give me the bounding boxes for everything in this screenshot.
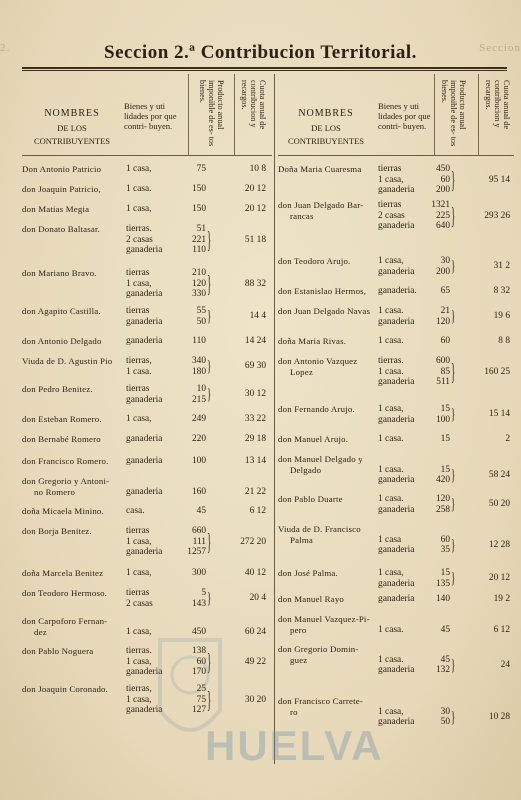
producto-cell: 135 xyxy=(435,578,450,589)
producto-cell: 450 xyxy=(435,164,450,174)
bienes-cell: ganaderia xyxy=(378,414,415,425)
bienes-cell: tierras xyxy=(126,526,150,536)
header-producto: Producto anual imponible de es- tos bienes. xyxy=(198,80,226,147)
producto-cell: 25 xyxy=(196,684,206,694)
producto-cell: 225 xyxy=(435,210,450,221)
cuota-cell: 40 12 xyxy=(244,568,266,578)
producto-cell: 50 xyxy=(440,717,450,727)
bienes-cell: tierras. xyxy=(126,224,152,234)
bienes-cell: 1 casa. xyxy=(126,366,152,377)
contribuyente-name: doña Marcela Benitez xyxy=(22,568,104,578)
brace-mark: } xyxy=(451,202,456,229)
contribuyente-name-cont: ro xyxy=(290,706,298,717)
brace-mark: } xyxy=(207,528,212,555)
producto-cell: 170 xyxy=(191,667,206,677)
producto-cell: 640 xyxy=(435,221,450,231)
contribuyente-name: don Fernando Arujo. xyxy=(278,404,355,414)
bienes-cell: 1 casa, xyxy=(126,164,152,174)
producto-cell: 600 xyxy=(435,356,450,366)
bienes-cell: tierras xyxy=(126,306,150,316)
bienes-cell: tierras, xyxy=(126,356,152,366)
cuota-cell: 33 22 xyxy=(244,414,266,424)
producto-cell: 10 xyxy=(196,384,206,394)
contribuyente-name: don Donato Baltasar. xyxy=(22,224,101,234)
brace-mark: } xyxy=(207,589,212,608)
bienes-cell: tierras. xyxy=(378,356,404,366)
bienes-cell: ganaderia xyxy=(378,594,415,604)
cuota-cell: 10 8 xyxy=(249,164,266,174)
contribuyente-name: don Juan Delgado Navas xyxy=(278,306,371,316)
page-title: Seccion 2.ª Contribucion Territorial. xyxy=(104,42,417,63)
contribuyente-name: don Juan Delgado Bar- xyxy=(278,200,364,210)
contribuyente-name: don Borja Benitez. xyxy=(22,526,92,536)
producto-cell: 143 xyxy=(191,598,206,609)
bienes-cell: 2 casas xyxy=(378,210,405,221)
producto-cell: 21 xyxy=(440,306,450,316)
producto-cell: 30 xyxy=(440,706,450,717)
cuota-cell: 95 14 xyxy=(488,174,510,185)
contribuyente-name: don Francisco Romero. xyxy=(22,456,109,466)
producto-cell: 60 xyxy=(196,656,206,667)
bienes-cell: 1 casa, xyxy=(126,694,152,705)
header-divider xyxy=(478,74,479,156)
bienes-cell: 1 casa. xyxy=(378,654,404,665)
ghost-header-right: Seccion xyxy=(479,42,521,54)
producto-cell: 85 xyxy=(440,366,450,377)
contribuyente-name: don Gregorio Domin- xyxy=(278,644,359,654)
cuota-cell: 50 20 xyxy=(488,499,510,510)
producto-cell: 249 xyxy=(191,414,206,424)
header-producto: Producto anual imponible de es- tos bienes. xyxy=(440,80,468,147)
producto-cell: 45 xyxy=(196,506,206,516)
cuota-cell: 19 2 xyxy=(493,594,510,604)
contribuyente-name: don Esteban Romero. xyxy=(22,414,102,424)
ghost-header-left: 2. xyxy=(0,42,11,54)
cuota-cell: 24 xyxy=(500,659,510,670)
bienes-cell: ganaderia xyxy=(126,245,163,255)
producto-cell: 138 xyxy=(191,646,206,656)
bienes-cell: tierras xyxy=(126,384,150,394)
producto-cell: 110 xyxy=(192,336,206,346)
brace-mark: } xyxy=(451,655,456,674)
cuota-cell: 20 12 xyxy=(488,573,510,584)
cuota-cell: 30 12 xyxy=(244,389,266,400)
cuota-cell: 293 26 xyxy=(484,210,510,221)
contribuyente-name: doña Micaela Minino. xyxy=(22,506,104,516)
bienes-cell: ganaderia xyxy=(378,504,415,515)
bienes-cell: ganaderia xyxy=(126,316,163,327)
bienes-cell: 1 casa, xyxy=(378,568,404,578)
producto-cell: 132 xyxy=(435,665,450,675)
producto-cell: 100 xyxy=(435,414,450,425)
header-nombres: NOMBRES DE LOS CONTRIBUYENTES xyxy=(33,107,111,147)
header-cuota: Cuota anual de contribucion y recargos. xyxy=(240,80,268,130)
title-rule xyxy=(22,67,507,69)
cuota-cell: 29 18 xyxy=(244,434,266,444)
bienes-cell: 2 casas xyxy=(126,234,153,245)
contribuyente-name: don Bernabé Romero xyxy=(22,434,101,444)
bienes-cell: tierras xyxy=(378,200,402,210)
bienes-cell: 1 casa, xyxy=(378,404,404,414)
header-nombres: NOMBRES DE LOS CONTRIBUYENTES xyxy=(287,107,365,147)
bienes-cell: 1 casa, xyxy=(126,656,152,667)
contribuyente-name-cont: Lopez xyxy=(290,366,313,377)
producto-cell: 35 xyxy=(440,545,450,555)
bienes-cell: 1 casa. xyxy=(378,624,404,635)
contribuyente-name: don Estanislao Hermos, xyxy=(278,286,367,296)
producto-cell: 1321 xyxy=(431,200,450,210)
cuota-cell: 160 25 xyxy=(484,366,510,377)
cuota-cell: 13 14 xyxy=(244,456,266,466)
contribuyente-name: don Pablo Noguera xyxy=(22,646,94,656)
producto-cell: 220 xyxy=(191,434,206,444)
bienes-cell: ganaderia xyxy=(126,336,163,346)
cuota-cell: 2 xyxy=(505,434,510,444)
contribuyente-name-cont: Palma xyxy=(290,534,313,545)
producto-cell: 120 xyxy=(191,278,206,289)
producto-cell: 180 xyxy=(191,366,206,377)
cuota-cell: 272 20 xyxy=(240,536,266,547)
bienes-cell: ganaderia xyxy=(378,316,415,327)
cuota-cell: 21 22 xyxy=(244,486,266,497)
producto-cell: 111 xyxy=(192,536,206,547)
cuota-cell: 8 8 xyxy=(498,336,510,346)
contribuyente-name: don Manuel Delgado y xyxy=(278,454,363,464)
cuota-cell: 15 14 xyxy=(488,409,510,420)
brace-mark: } xyxy=(451,535,456,554)
contribuyente-name: don Manuel Rayo xyxy=(278,594,345,604)
header-divider xyxy=(234,74,235,156)
producto-cell: 221 xyxy=(191,234,206,245)
bienes-cell: 1 casa. xyxy=(378,306,404,316)
producto-cell: 330 xyxy=(191,289,206,299)
cuota-cell: 51 18 xyxy=(244,234,266,245)
header-bienes: Bienes y uti lidades por que contri- buyen. xyxy=(378,101,431,131)
bienes-cell: ganaderia xyxy=(378,475,415,485)
contribuyente-name-cont: guez xyxy=(290,654,308,665)
producto-cell: 55 xyxy=(196,306,206,316)
producto-cell: 75 xyxy=(196,694,206,705)
cuota-cell: 49 22 xyxy=(244,656,266,667)
cuota-cell: 14 4 xyxy=(249,311,266,322)
bienes-cell: 1 casa, xyxy=(378,174,404,185)
right-table-header xyxy=(278,74,514,156)
contribuyente-name: don Mariano Bravo. xyxy=(22,268,97,278)
cuota-cell: 20 12 xyxy=(244,204,266,214)
producto-cell: 45 xyxy=(440,654,450,665)
bienes-cell: ganaderia xyxy=(126,434,163,444)
producto-cell: 511 xyxy=(436,377,450,387)
brace-mark: } xyxy=(451,707,456,726)
bienes-cell: 2 casas xyxy=(126,598,153,609)
contribuyente-name: don Teodoro Hermoso. xyxy=(22,588,108,598)
bienes-cell: 1 casa, xyxy=(126,278,152,289)
brace-mark: } xyxy=(451,307,456,326)
cuota-cell: 69 30 xyxy=(244,361,266,372)
producto-cell: 660 xyxy=(191,526,206,536)
bienes-cell: 1 casa. xyxy=(378,464,404,475)
contribuyente-name: Viuda de D. Francisco xyxy=(278,524,361,534)
brace-mark: } xyxy=(451,358,456,385)
contribuyente-name: doña Maria Rivas. xyxy=(278,336,347,346)
bienes-cell: ganaderia xyxy=(378,665,415,675)
producto-cell: 50 xyxy=(196,316,206,327)
producto-cell: 15 xyxy=(440,434,450,444)
producto-cell: 15 xyxy=(440,464,450,475)
cuota-cell: 6 12 xyxy=(493,624,510,635)
brace-mark: } xyxy=(207,357,212,376)
producto-cell: 15 xyxy=(440,404,450,414)
bienes-cell: ganaderia xyxy=(126,456,163,466)
producto-cell: 75 xyxy=(196,164,206,174)
contribuyente-name: don Manuel Vazquez-Pi- xyxy=(278,614,370,624)
bienes-cell: 1 casa, xyxy=(378,706,404,717)
brace-mark: } xyxy=(451,465,456,484)
producto-cell: 100 xyxy=(191,456,206,466)
bienes-cell: 1 casa, xyxy=(126,626,152,637)
brace-mark: } xyxy=(207,686,212,713)
producto-cell: 210 xyxy=(191,268,206,278)
producto-cell: 420 xyxy=(435,475,450,485)
bienes-cell: ganaderia xyxy=(126,705,163,715)
bienes-cell: 1 casa xyxy=(378,534,402,545)
cuota-cell: 30 20 xyxy=(244,694,266,705)
contribuyente-name: don Manuel Arujo. xyxy=(278,434,349,444)
bienes-cell: 1 casa, xyxy=(126,568,152,578)
producto-cell: 160 xyxy=(191,486,206,497)
header-divider xyxy=(434,74,435,156)
producto-cell: 200 xyxy=(435,185,450,195)
producto-cell: 60 xyxy=(440,534,450,545)
producto-cell: 15 xyxy=(440,568,450,578)
brace-mark: } xyxy=(207,648,212,675)
producto-cell: 200 xyxy=(435,266,450,277)
brace-mark: } xyxy=(207,270,212,297)
bienes-cell: ganaderia xyxy=(378,221,415,231)
bienes-cell: ganaderia xyxy=(126,289,163,299)
producto-cell: 51 xyxy=(196,224,206,234)
watermark-text: HUELVA xyxy=(205,722,384,769)
producto-cell: 65 xyxy=(440,286,450,296)
bienes-cell: 1 casa. xyxy=(378,494,404,504)
cuota-cell: 19 6 xyxy=(493,311,510,322)
brace-mark: } xyxy=(207,307,212,326)
producto-cell: 110 xyxy=(192,245,206,255)
bienes-cell: ganaderia xyxy=(378,578,415,589)
bienes-cell: ganaderia xyxy=(378,266,415,277)
bienes-cell: ganaderia xyxy=(126,547,163,557)
bienes-cell: tierras, xyxy=(126,684,152,694)
cuota-cell: 58 24 xyxy=(488,469,510,480)
producto-cell: 140 xyxy=(435,594,450,604)
bienes-cell: ganaderia xyxy=(378,377,415,387)
contribuyente-name: don Pedro Benitez. xyxy=(22,384,93,394)
bienes-cell: ganaderia xyxy=(378,717,415,727)
contribuyente-name: don José Palma. xyxy=(278,568,338,578)
cuota-cell: 8 32 xyxy=(493,286,510,296)
contribuyente-name: don Agapito Castilla. xyxy=(22,306,101,316)
producto-cell: 120 xyxy=(435,316,450,327)
cuota-cell: 60 24 xyxy=(244,626,266,637)
contribuyente-name: Viuda de D. Agustin Pio xyxy=(22,356,113,366)
bienes-cell: ganaderia xyxy=(126,667,163,677)
title-rule-thin xyxy=(22,70,507,71)
contribuyente-name-cont: dez xyxy=(34,626,47,637)
producto-cell: 120 xyxy=(435,494,450,504)
producto-cell: 258 xyxy=(435,504,450,515)
cuota-cell: 31 2 xyxy=(493,261,510,272)
bienes-cell: ganaderia xyxy=(126,394,163,405)
contribuyente-name-cont: rancas xyxy=(290,210,314,221)
brace-mark: } xyxy=(207,226,212,253)
bienes-cell: 1 casa, xyxy=(126,204,152,214)
header-bienes: Bienes y uti lidades por que contri- buyen. xyxy=(124,101,177,131)
producto-cell: 1257 xyxy=(187,547,206,557)
cuota-cell: 20 12 xyxy=(244,184,266,194)
contribuyente-name-cont: Delgado xyxy=(290,464,322,475)
producto-cell: 150 xyxy=(191,184,206,194)
brace-mark: } xyxy=(451,495,456,514)
bienes-cell: ganaderia. xyxy=(378,286,417,296)
producto-cell: 300 xyxy=(191,568,206,578)
cuota-cell: 12 28 xyxy=(488,539,510,550)
producto-cell: 60 xyxy=(440,174,450,185)
contribuyente-name: Don Antonio Patricio xyxy=(22,164,102,174)
cuota-cell: 88 32 xyxy=(244,278,266,289)
right-table xyxy=(278,74,514,727)
bienes-cell: 1 casa. xyxy=(378,336,404,346)
bienes-cell: 1 casa. xyxy=(378,434,404,444)
bienes-cell: ganaderia xyxy=(126,486,163,497)
producto-cell: 45 xyxy=(440,624,450,635)
cuota-cell: 10 28 xyxy=(488,711,510,722)
bienes-cell: casa. xyxy=(126,506,145,516)
left-table xyxy=(22,74,272,715)
contribuyente-name: don Antonio Vazquez xyxy=(278,356,358,366)
producto-cell: 127 xyxy=(191,705,206,715)
brace-mark: } xyxy=(451,166,456,193)
header-cuota: Cuota anual de contribucion y recargos. xyxy=(484,80,512,130)
bienes-cell: ganaderia xyxy=(378,185,415,195)
contribuyente-name: don Antonio Delgado xyxy=(22,336,102,346)
bienes-cell: 1 casa, xyxy=(126,536,152,547)
contribuyente-name-cont: pero xyxy=(290,624,307,635)
contribuyente-name: don Matias Megia xyxy=(22,204,90,214)
contribuyente-name: don Carpoforo Fernan- xyxy=(22,616,108,626)
contribuyente-name: Doña Maria Cuaresma xyxy=(278,164,362,174)
producto-cell: 60 xyxy=(440,336,450,346)
contribuyente-name: don Joaquin Patricio, xyxy=(22,184,101,194)
producto-cell: 450 xyxy=(191,626,206,637)
contribuyente-name-cont: no Romero xyxy=(34,486,76,497)
brace-mark: } xyxy=(451,257,456,276)
contribuyente-name: don Francisco Carrete- xyxy=(278,696,364,706)
header-divider xyxy=(188,74,189,156)
bienes-cell: 1 casa. xyxy=(378,366,404,377)
bienes-cell: ganaderia xyxy=(378,545,415,555)
bienes-cell: tierras xyxy=(378,164,402,174)
brace-mark: } xyxy=(207,385,212,404)
cuota-cell: 6 12 xyxy=(249,506,266,516)
contribuyente-name: don Joaquin Coronado. xyxy=(22,684,109,694)
producto-cell: 215 xyxy=(191,394,206,405)
bienes-cell: 1 casa, xyxy=(126,414,152,424)
bienes-cell: tierras. xyxy=(126,646,152,656)
bienes-cell: 1 casa, xyxy=(378,256,404,266)
contribuyente-name: don Teodoro Arujo. xyxy=(278,256,351,266)
producto-cell: 5 xyxy=(201,588,206,598)
brace-mark: } xyxy=(451,405,456,424)
cuota-cell: 20 4 xyxy=(249,593,266,604)
cuota-cell: 14 24 xyxy=(244,336,266,346)
left-table-header xyxy=(22,74,272,156)
contribuyente-name: don Gregorio y Antoni- xyxy=(22,476,110,486)
bienes-cell: tierras xyxy=(126,268,150,278)
producto-cell: 30 xyxy=(440,256,450,266)
producto-cell: 150 xyxy=(191,204,206,214)
bienes-cell: 1 casa. xyxy=(126,184,152,194)
producto-cell: 340 xyxy=(191,356,206,366)
bienes-cell: tierras xyxy=(126,588,150,598)
brace-mark: } xyxy=(451,569,456,588)
contribuyente-name: don Pablo Duarte xyxy=(278,494,343,504)
